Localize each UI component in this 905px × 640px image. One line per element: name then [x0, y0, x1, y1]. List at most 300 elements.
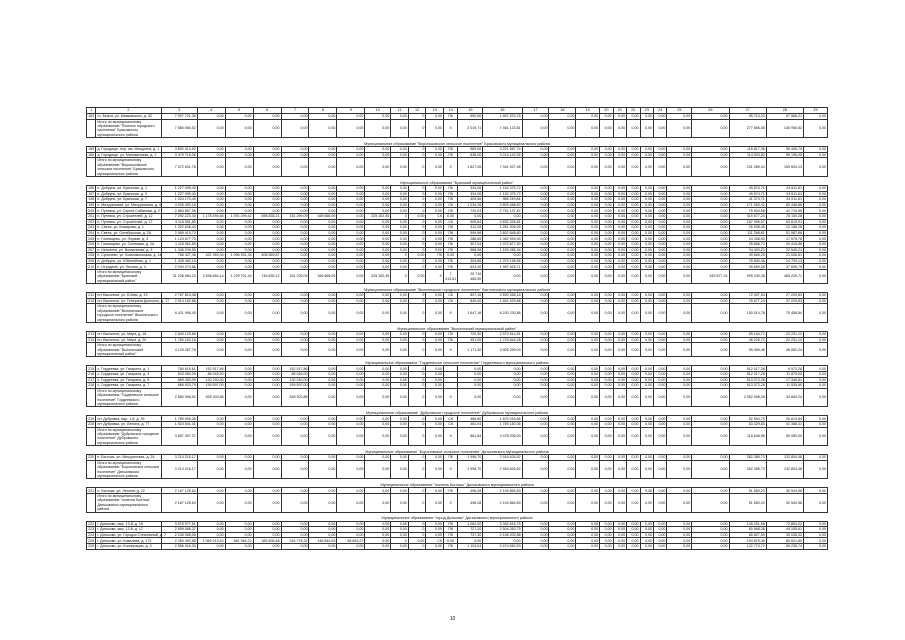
table-cell: 0,00 — [197, 532, 225, 538]
table-cell: 0,00 — [253, 230, 281, 236]
table-cell: 2 104 864,83 — [483, 488, 522, 494]
table-cell: 145 251,66 — [729, 521, 766, 527]
table-cell: 0,00 — [225, 191, 253, 197]
table-cell: 0,00 — [576, 488, 600, 494]
table-cell: 0,00 — [253, 494, 281, 513]
table-cell: 0,00 — [667, 158, 692, 177]
table-cell: 0,00 — [253, 202, 281, 208]
table-cell: 0,00 — [549, 247, 576, 253]
table-cell: 0,00 — [613, 521, 626, 527]
table-cell: 0,00 — [522, 383, 549, 389]
table-cell: 1 069 213,63 — [197, 538, 225, 544]
table-cell: 0,00 — [653, 298, 666, 304]
table-cell: 2 880 998,52 — [161, 388, 197, 407]
table-cell: 0,00 — [197, 247, 225, 253]
table-cell: 0,00 — [600, 427, 613, 446]
table-cell: 0,00 — [225, 202, 253, 208]
table-cell: 42 715,65 — [766, 208, 803, 214]
table-cell: 0,00 — [408, 253, 426, 259]
table-cell: 0,00 — [522, 460, 549, 479]
table-cell: 0,00 — [225, 236, 253, 242]
table-cell: ПК — [443, 191, 457, 197]
table-cell: 0,00 — [576, 293, 600, 299]
table-cell: 0,00 — [653, 293, 666, 299]
table-cell: 0,00 — [391, 147, 409, 153]
table-cell: 0,00 — [804, 521, 828, 527]
table-cell: 17 349,81 — [766, 377, 803, 383]
table-cell: ПК — [443, 331, 457, 337]
table-cell: 0 — [408, 304, 426, 323]
table-cell: 4 — [197, 108, 225, 114]
table-cell: 0,00 — [640, 269, 653, 283]
table-cell: 0,00 — [640, 460, 653, 479]
table-cell: 35 859,08 — [729, 264, 766, 270]
table-cell: 216 — [88, 372, 95, 377]
table-cell: 0,00 — [483, 377, 522, 383]
table-cell: 0,00 — [667, 538, 692, 544]
table-cell: 0,00 — [197, 158, 225, 177]
table-cell: 0,00 — [692, 544, 729, 550]
table-cell: 0,00 — [522, 494, 549, 513]
table-cell: 0,00 — [613, 427, 626, 446]
table-cell: ПК — [443, 208, 457, 214]
table-cell: 34 664,24 — [766, 388, 803, 407]
table-cell: 0 — [408, 191, 426, 197]
table-cell: 0,00 — [391, 236, 409, 242]
table-cell: 0,00 — [337, 225, 365, 231]
table-cell: 13 — [426, 108, 444, 114]
table-cell: 0,00 — [197, 455, 225, 461]
table-cell: 0,00 — [549, 383, 576, 389]
table-cell: 0,00 — [667, 521, 692, 527]
table-cell: 44 155,61 — [766, 527, 803, 533]
table-cell: 0,00 — [426, 544, 444, 550]
table-cell: 633 960,09 — [161, 371, 197, 377]
table-cell: 151 299,09 — [281, 214, 309, 220]
table-cell: 0,00 — [667, 191, 692, 197]
table-cell: 0,00 — [522, 544, 549, 550]
table-cell: 0,00 — [391, 197, 409, 203]
table-cell: 0,00 — [225, 119, 253, 138]
table-cell: 0,00 — [365, 337, 391, 343]
table-cell: 1 072 877,90 — [483, 241, 522, 247]
table-cell: 12 — [408, 108, 426, 114]
table-cell: 0,00 — [337, 152, 365, 158]
table-cell: 0,00 — [640, 377, 653, 383]
table-cell: 65 827,59 — [729, 532, 766, 538]
table-cell: 215 — [88, 366, 95, 371]
table-cell: 49 574,71 — [729, 191, 766, 197]
table-cell: 0,00 — [309, 225, 337, 231]
municipality-heading-row — [87, 357, 828, 366]
table-cell: 0,00 — [576, 366, 600, 372]
table-cell: 0,00 — [426, 208, 444, 214]
table-cell: 0,00 — [576, 377, 600, 383]
table-cell: 0,00 — [600, 219, 613, 225]
table-cell: 132 804,48 — [766, 460, 803, 479]
table-cell: 0,00 — [613, 383, 626, 389]
table-cell: 223 — [88, 527, 95, 532]
table-cell: 2 260 492,88 — [161, 538, 197, 544]
table-cell: 3 832 326,81 — [483, 219, 522, 225]
table-cell: 0,00 — [667, 230, 692, 236]
table-cell: 0,00 — [804, 388, 828, 407]
table-cell: 0,00 — [281, 264, 309, 270]
table-cell: СК — [443, 219, 457, 225]
table-cell: 0,00 — [627, 202, 640, 208]
table-cell: 130 240,00 — [197, 377, 225, 383]
table-cell: 0,00 — [225, 331, 253, 337]
table-cell: 0,00 — [281, 460, 309, 479]
table-cell: 0,00 — [522, 521, 549, 527]
table-cell: 0 — [408, 383, 426, 389]
table-cell: 0,00 — [640, 416, 653, 422]
table-cell: 0,00 — [337, 208, 365, 214]
table-cell: 0,00 — [365, 521, 391, 527]
table-cell: 169 666,09 — [309, 269, 337, 283]
table-cell: 0,00 — [692, 247, 729, 253]
table-cell: 590,60 — [458, 114, 483, 120]
table-cell: 2 052 098,28 — [729, 388, 766, 407]
table-cell: 0,00 — [365, 258, 391, 264]
table-cell: 599,98 — [458, 230, 483, 236]
table-cell: ПК — [443, 527, 457, 533]
table-cell: 0,00 — [391, 225, 409, 231]
table-cell: 225 162,45 — [365, 214, 391, 220]
table-cell: 0,00 — [391, 114, 409, 120]
table-cell: 0,00 — [667, 197, 692, 203]
table-cell: 0,00 — [640, 532, 653, 538]
table-cell: 0,00 — [613, 388, 626, 407]
table-cell: 0,00 — [281, 427, 309, 446]
table-cell: 0,00 — [549, 186, 576, 192]
table-cell: Муниципальное образование "поселок Бытошь" Дятьковского муниципального района — [380, 483, 534, 488]
table-cell: 0,00 — [426, 241, 444, 247]
table-cell: 0,00 — [549, 304, 576, 323]
table-cell: 27 229,83 — [766, 293, 803, 299]
table-cell: с. Гордеевка, ул. Гагарина, д. 7 — [96, 383, 161, 389]
table-cell: 0,00 — [197, 421, 225, 427]
table-cell: ПК — [443, 225, 457, 231]
table-cell: 0,00 — [365, 236, 391, 242]
subtotal-row — [87, 304, 828, 323]
table-cell: 0,00 — [337, 119, 365, 138]
table-cell: 0,00 — [309, 241, 337, 247]
table-cell: 0,00 — [549, 521, 576, 527]
table-cell: 0,00 — [522, 527, 549, 533]
table-cell: 0,00 — [653, 343, 666, 357]
table-cell: 0,00 — [613, 494, 626, 513]
table-cell: 16 — [483, 108, 522, 114]
table-cell: 0,00 — [225, 114, 253, 120]
table-cell: 0,00 — [391, 532, 409, 538]
table-cell: 0,00 — [309, 253, 337, 259]
table-cell: 75 904,58 — [729, 208, 766, 214]
table-cell: 0,00 — [653, 521, 666, 527]
table-cell: 0,00 — [309, 264, 337, 270]
table-cell: 408 569,87 — [253, 253, 281, 259]
table-cell: 0,00 — [225, 532, 253, 538]
table-cell: 1 239 701,44 — [225, 269, 253, 283]
table-cell: 0,00 — [426, 202, 444, 208]
table-cell: 0,00 — [426, 158, 444, 177]
table-cell: 0,00 — [653, 383, 666, 389]
table-cell: 0,00 — [627, 416, 640, 422]
table-cell: 0,00 — [197, 119, 225, 138]
table-cell: 0,00 — [804, 241, 828, 247]
table-cell: 0,00 — [337, 247, 365, 253]
table-cell: 0,00 — [549, 455, 576, 461]
table-cell: 0,00 — [600, 298, 613, 304]
table-cell: 0,00 — [667, 269, 692, 283]
table-cell: 2 659 066,37 — [161, 527, 197, 533]
table-cell: 205 — [88, 236, 95, 241]
table-cell: 0,00 — [281, 241, 309, 247]
table-cell: 0,00 — [653, 527, 666, 533]
table-cell: 0,00 — [225, 421, 253, 427]
table-cell: 0,00 — [522, 119, 549, 138]
table-cell: 2 104 864,83 — [483, 494, 522, 513]
table-cell: 0,00 — [253, 488, 281, 494]
table-cell: 0,00 — [804, 264, 828, 270]
table-cell: 0,00 — [391, 455, 409, 461]
table-cell: 0,00 — [197, 186, 225, 192]
table-cell: 41 374,71 — [729, 197, 766, 203]
table-cell: 9 — [337, 108, 365, 114]
table-cell: 0,00 — [600, 258, 613, 264]
table-cell: 226 — [88, 544, 95, 549]
table-cell: 0,00 — [309, 377, 337, 383]
table-cell: 0,00 — [391, 343, 409, 357]
table-cell: 0 — [391, 538, 409, 544]
table-cell: 623,40 — [458, 264, 483, 270]
table-cell: 0,00 — [426, 191, 444, 197]
table-cell: 0,00 — [365, 304, 391, 323]
table-cell: 25 666,73 — [729, 241, 766, 247]
table-cell: 0,00 — [337, 371, 365, 377]
table-cell: 0,00 — [804, 331, 828, 337]
table-cell: 0,00 — [426, 377, 444, 383]
table-cell: 0,00 — [627, 538, 640, 544]
table-cell: 11 875,05 — [766, 371, 803, 377]
table-cell: 0,00 — [253, 343, 281, 357]
table-cell: 0,00 — [692, 293, 729, 299]
table-cell: Муниципальное образование "Выгоничское городское поселение" Выгоничского муниципального района — [364, 287, 550, 292]
table-cell: 0,00 — [804, 208, 828, 214]
table-cell: 0,00 — [522, 214, 549, 220]
table-cell: 0,00 — [365, 191, 391, 197]
table-cell: 0,00 — [640, 119, 653, 138]
table-cell: 0,00 — [391, 264, 409, 270]
table-cell: 0,00 — [692, 377, 729, 383]
table-cell: 0,00 — [692, 191, 729, 197]
table-cell: 0,00 — [309, 114, 337, 120]
table-cell: 0,00 — [309, 421, 337, 427]
table-cell: 132 804,48 — [766, 455, 803, 461]
page-number: 10 — [449, 616, 456, 622]
table-cell: 0,00 — [549, 264, 576, 270]
table-cell: 0,00 — [197, 241, 225, 247]
table-cell: 0,00 — [281, 197, 309, 203]
table-cell: 0 — [391, 214, 409, 220]
table-cell: 204 — [88, 230, 95, 235]
table-cell: 334,06 — [458, 191, 483, 197]
table-cell: 0,00 — [337, 191, 365, 197]
table-cell: 0,00 — [391, 191, 409, 197]
table-cell: 0,00 — [576, 208, 600, 214]
table-cell: 6 — [253, 108, 281, 114]
table-cell: 0,00 — [337, 236, 365, 242]
table-cell: 218 — [88, 383, 95, 388]
table-cell: 0,00 — [804, 236, 828, 242]
table-cell: 22 545,21 — [766, 247, 803, 253]
table-cell: 0,00 — [365, 298, 391, 304]
table-cell: 0,00 — [391, 258, 409, 264]
table-cell: 0,00 — [197, 488, 225, 494]
table-cell: 0,00 — [667, 532, 692, 538]
table-cell: 0,00 — [613, 331, 626, 337]
table-cell: 0,00 — [337, 114, 365, 120]
table-cell: 0,00 — [653, 230, 666, 236]
table-cell: Муниципальное образование "Брянский муниципальный район" — [400, 180, 514, 185]
table-cell: 0,00 — [653, 225, 666, 231]
table-cell: 0,00 — [692, 343, 729, 357]
table-cell: 0,00 — [253, 521, 281, 527]
table-cell: 0,00 — [426, 488, 444, 494]
table-cell: 0,00 — [337, 388, 365, 407]
table-cell: 0,00 — [600, 366, 613, 372]
table-cell: 37 229,83 — [766, 298, 803, 304]
table-cell: 0,00 — [549, 208, 576, 214]
table-cell: 720,04 — [458, 208, 483, 214]
table-cell: 720,30 — [458, 331, 483, 337]
table-cell: 0,00 — [613, 337, 626, 343]
table-cell: 315 677,24 — [729, 214, 766, 220]
table-cell: 0,00 — [197, 208, 225, 214]
table-cell: 0,00 — [576, 152, 600, 158]
table-cell: 0,00 — [522, 230, 549, 236]
table-cell: 0,00 — [365, 197, 391, 203]
table-cell: 2 245 065,06 — [161, 532, 197, 538]
table-cell: 1 759 182,06 — [483, 421, 522, 427]
table-cell: пгт Выгоничи, ул. Б.Мая, д. 19 — [96, 293, 161, 299]
table-cell: 0,00 — [627, 197, 640, 203]
table-cell: 0,00 — [426, 521, 444, 527]
table-cell: X — [443, 343, 457, 357]
table-cell: 0 — [408, 544, 426, 550]
table-cell: 21 — [613, 108, 626, 114]
table-cell: 0,00 — [281, 119, 309, 138]
table-cell: 0 — [408, 119, 426, 138]
table-cell: 0,00 — [613, 366, 626, 372]
table-cell: 0,00 — [576, 532, 600, 538]
table-cell: 737,30 — [458, 532, 483, 538]
table-cell: 4 125 287,78 — [161, 343, 197, 357]
table-cell: 0,00 — [627, 191, 640, 197]
table-cell: 0,00 — [281, 114, 309, 120]
table-cell: 2 573 814,81 — [483, 331, 522, 337]
table-cell: Итого по муниципальному образованию "Дубровское городское поселение" Дубровского муниципального района — [97, 427, 160, 445]
table-cell: 159 604,13 — [766, 158, 803, 177]
table-cell: 383 605,48 — [253, 538, 281, 544]
table-cell: 760 616,61 — [161, 366, 197, 372]
table-cell — [87, 304, 96, 323]
table-cell: 75 458,84 — [766, 304, 803, 323]
table-cell: 2 146 202,86 — [483, 532, 522, 538]
table-cell: 0,00 — [253, 527, 281, 533]
table-cell: 786 427,46 — [161, 253, 197, 259]
table-cell: 0,00 — [640, 225, 653, 231]
table-cell: 0,00 — [613, 304, 626, 323]
table-cell: 0,00 — [522, 197, 549, 203]
table-cell: 0,00 — [804, 119, 828, 138]
table-cell: 0,00 — [653, 427, 666, 446]
table-cell: 0,00 — [197, 114, 225, 120]
table-cell: 3 596 654,14 — [197, 269, 225, 283]
register-table — [86, 107, 828, 550]
table-cell: с. Гордеевка, ул. Гагарина, д. 1 — [96, 366, 161, 372]
table-cell: 0,00 — [640, 494, 653, 513]
table-cell: 0,00 — [225, 225, 253, 231]
table-cell: 0,00 — [653, 253, 666, 259]
table-cell: 0,00 — [653, 241, 666, 247]
table-cell: 0,00 — [522, 293, 549, 299]
table-cell: 0,00 — [337, 253, 365, 259]
table-cell: 37 606,79 — [766, 264, 803, 270]
table-cell: 0,00 — [197, 230, 225, 236]
table-cell: 0,00 — [197, 337, 225, 343]
table-cell: 581 964,22 — [225, 538, 253, 544]
table-cell: 0,00 — [483, 538, 522, 544]
table-cell: 0,00 — [600, 521, 613, 527]
table-cell: п. Отрадное, ул. Лесная, д. 4 — [96, 264, 161, 270]
table-cell: 0,00 — [653, 532, 666, 538]
table-cell: 0,00 — [576, 298, 600, 304]
table-cell: 0,00 — [253, 293, 281, 299]
table-cell: 46 226,72 — [729, 337, 766, 343]
table-cell: 0,00 — [225, 343, 253, 357]
table-cell: 0,00 — [309, 494, 337, 513]
table-cell: 1 118 962,85 — [161, 241, 197, 247]
table-cell: 0,00 — [667, 527, 692, 533]
table-cell: 0,00 — [549, 219, 576, 225]
table-cell: 0,00 — [640, 521, 653, 527]
table-cell: 22 231,12 — [766, 337, 803, 343]
table-cell: 202 — [88, 219, 95, 224]
table-cell: 0,00 — [576, 219, 600, 225]
table-cell: 111 268,61 — [729, 230, 766, 236]
table-cell: 0,00 — [253, 219, 281, 225]
table-cell: 0,00 — [576, 427, 600, 446]
table-cell: 0,00 — [391, 337, 409, 343]
table-cell: 0,00 — [337, 331, 365, 337]
table-cell: п. Бытошь, ул. Мичуринская, д. 24 — [96, 455, 161, 461]
table-cell: 21 006,81 — [766, 253, 803, 259]
table-cell: 1 789 906,36 — [161, 416, 197, 422]
table-cell: 78 150,28 — [766, 214, 803, 220]
table-cell: 6 411 996,45 — [161, 304, 197, 323]
table-cell: 0,00 — [522, 225, 549, 231]
table-cell: 3 478 208,00 — [483, 427, 522, 446]
table-cell: 1 322 636,44 — [161, 225, 197, 231]
table-cell: 861,84 — [458, 427, 483, 446]
table-cell: 0,00 — [613, 527, 626, 533]
table-cell: 0,00 — [337, 230, 365, 236]
table-cell: 0,00 — [225, 147, 253, 153]
table-cell: 0,00 — [576, 247, 600, 253]
table-cell: 0,00 — [600, 544, 613, 550]
table-cell: 0,00 — [522, 377, 549, 383]
